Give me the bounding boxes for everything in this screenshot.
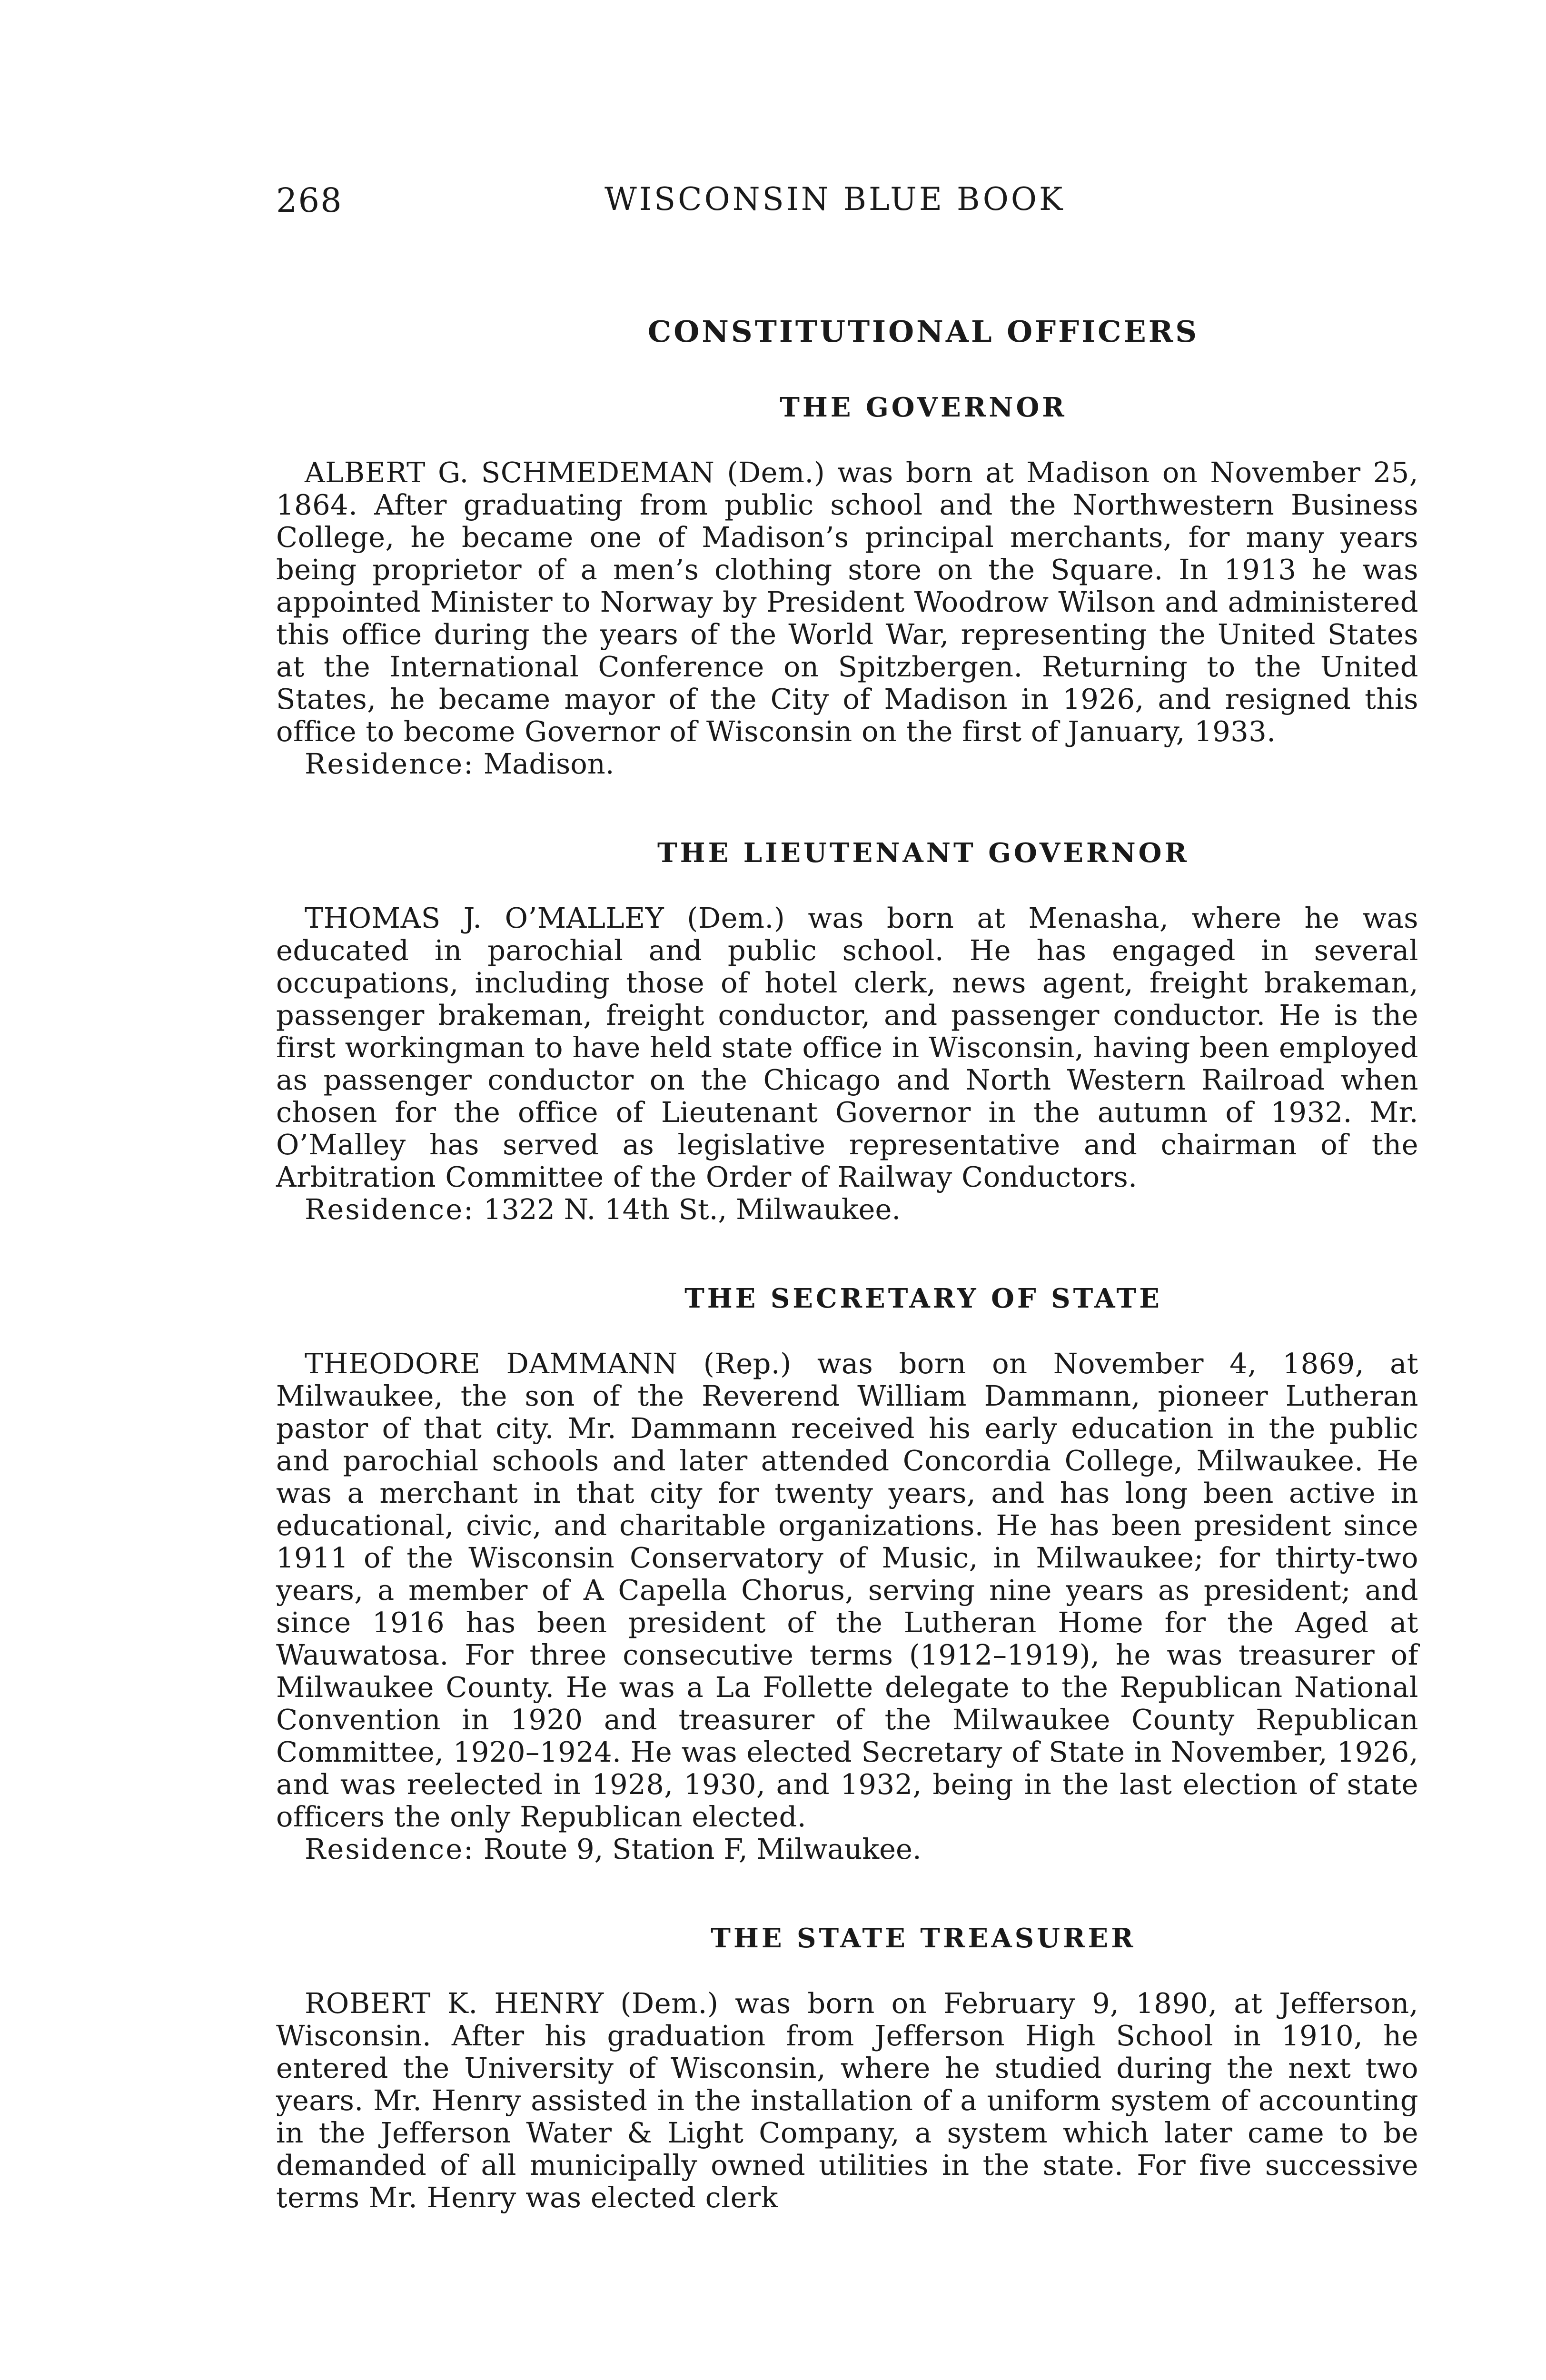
residence-value: Route 9, Station F, Milwaukee. — [483, 1833, 922, 1865]
book-title: WISCONSIN BLUE BOOK — [605, 181, 1065, 218]
section-heading-secretary-of-state: THE SECRETARY OF STATE — [684, 1283, 1162, 1314]
residence-value: 1322 N. 14th St., Milwaukee. — [483, 1193, 901, 1226]
state-treasurer-section — [276, 1923, 1418, 2214]
residence-label: Residence: — [305, 1833, 475, 1865]
book-page — [276, 181, 1418, 2214]
governor-biography: ALBERT G. SCHMEDEMAN (Dem.) was born at Madison on November 25, 1864. After graduating from public school and the Northwestern Business College, he became one of Madison’s principal merchants, for many years being proprietor of a men’s clothing store on the Square. In 1913 he was appointed Minister to Norway by President Woodrow Wilson and administered this office during the years of the World War, representing the United States at the International Conference on Spitzbergen. Returning to the United States, he became mayor of the City of Madison in 1926, and resigned this office to become Governor of Wisconsin on the first of January, 1933. — [276, 456, 1418, 748]
main-heading: CONSTITUTIONAL OFFICERS — [647, 314, 1199, 349]
residence-value: Madison. — [483, 747, 614, 780]
section-heading-state-treasurer: THE STATE TREASURER — [711, 1923, 1136, 1954]
section-heading-lieutenant-governor: THE LIEUTENANT GOVERNOR — [657, 837, 1189, 869]
secretary-of-state-biography: THEODORE DAMMANN (Rep.) was born on November 4, 1869, at Milwaukee, the son of the Reverend William Dammann, pioneer Lutheran pastor of that city. Mr. Dammann received his early education in the public and parochial schools and later attended Concordia College, Milwaukee. He was a merchant in that city for twenty years, and has long been active in educational, civic, and charitable organizations. He has been president since 1911 of the Wisconsin Conservatory of Music, in Milwaukee; for thirty-two years, a member of A Capella Chorus, serving nine years as president; and since 1916 has been president of the Lutheran Home for the Aged at Wauwatosa. For three consecutive terms (1912–1919), he was treasurer of Milwaukee County. He was a La Follette delegate to the Republican National Convention in 1920 and treasurer of the Milwaukee County Republican Committee, 1920–1924. He was elected Secretary of State in November, 1926, and was reelected in 1928, 1930, and 1932, being in the last election of state officers the only Republican elected. — [276, 1347, 1418, 1833]
governor-section — [276, 392, 1418, 780]
running-head — [276, 181, 1418, 238]
secretary-of-state-residence — [276, 1833, 1418, 1865]
residence-label: Residence: — [305, 747, 475, 780]
lieutenant-governor-section — [276, 837, 1418, 1226]
secretary-of-state-section — [276, 1283, 1418, 1865]
page-number: 268 — [276, 181, 343, 220]
state-treasurer-biography: ROBERT K. HENRY (Dem.) was born on February 9, 1890, at Jefferson, Wisconsin. After his graduation from Jefferson High School in 1910, he entered the University of Wisconsin, where he studied during the next two years. Mr. Henry assisted in the installation of a uniform system of accounting in the Jefferson Water & Light Company, a system which later came to be demanded of all municipally owned utilities in the state. For five successive terms Mr. Henry was elected clerk — [276, 1987, 1418, 2214]
lieutenant-governor-biography: THOMAS J. O’MALLEY (Dem.) was born at Menasha, where he was educated in parochial and public school. He has engaged in several occupations, including those of hotel clerk, news agent, freight brakeman, passenger brakeman, freight conductor, and passenger conductor. He is the first workingman to have held state office in Wisconsin, having been employed as passenger conductor on the Chicago and North Western Railroad when chosen for the office of Lieutenant Governor in the autumn of 1932. Mr. O’Malley has served as legislative representative and chairman of the Arbitration Committee of the Order of Railway Conductors. — [276, 902, 1418, 1193]
lieutenant-governor-residence — [276, 1193, 1418, 1226]
governor-residence — [276, 748, 1418, 780]
residence-label: Residence: — [305, 1193, 475, 1226]
section-heading-governor: THE GOVERNOR — [780, 392, 1067, 423]
